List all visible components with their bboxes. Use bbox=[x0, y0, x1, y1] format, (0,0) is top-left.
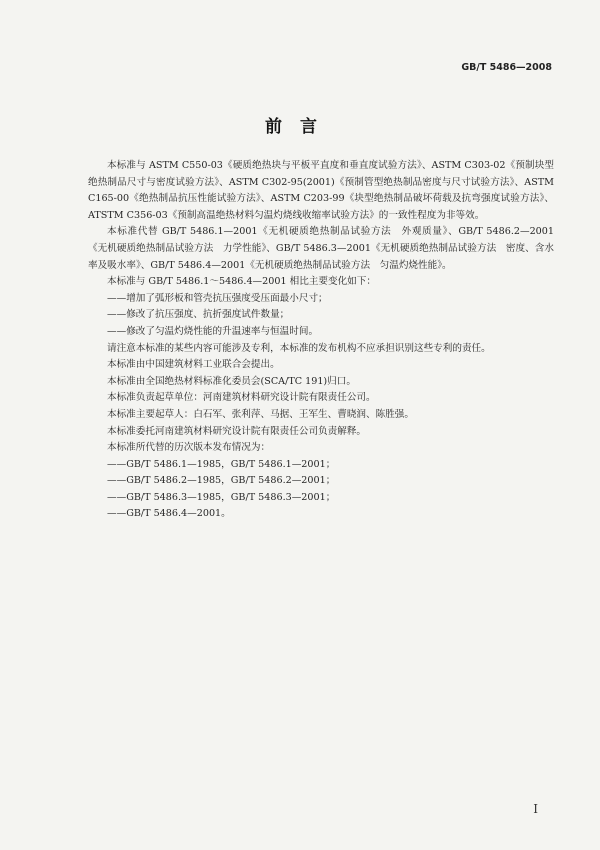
paragraph-drafters: 本标准主要起草人：白石军、张利萍、马据、王军生、曹晓润、陈胜强。 bbox=[107, 408, 414, 420]
preface-body bbox=[88, 158, 554, 523]
paragraph-centralized-by: 本标准由全国绝热材料标准化委员会(SCA/TC 191)归口。 bbox=[107, 375, 356, 387]
paragraph-changes-intro: 本标准与 GB/T 5486.1～5486.4—2001 相比主要变化如下： bbox=[107, 276, 376, 288]
paragraph-patent-notice: 请注意本标准的某些内容可能涉及专利，本标准的发布机构不应承担识别这些专利的责任。 bbox=[107, 342, 491, 354]
page-number: I bbox=[533, 802, 538, 816]
list-item: ——修改了匀温灼烧性能的升温速率与恒温时间。 bbox=[107, 325, 319, 337]
paragraph-replaces: 本标准代替 GB/T 5486.1—2001《无机硬质绝热制品试验方法 外观质量》、GB/T 5486.2—2001《无机硬质绝热制品试验方法 力学性能》、GB/T 5486.3—2001《无机硬质绝热制品试验方法 密度、含水率及吸水率》、GB/T 5486.4—2001《无机硬质绝热制品试验方法 匀温灼烧性能》。 bbox=[88, 226, 554, 271]
list-item: ——增加了弧形板和管壳抗压强度受压面最小尺寸； bbox=[107, 292, 328, 304]
page-title: 前言 bbox=[265, 117, 335, 137]
list-item: ——修改了抗压强度、抗折强度试件数量； bbox=[107, 309, 290, 321]
paragraph-proposed-by: 本标准由中国建筑材料工业联合会提出。 bbox=[107, 359, 280, 371]
paragraph-consistency: 本标准与 ASTM C550-03《硬质绝热块与平板平直度和垂直度试验方法》、ASTM C303-02《预制块型绝热制品尺寸与密度试验方法》、ASTM C302-95(2001)《预制管型绝热制品密度与尺寸试验方法》、ASTM C165-00《绝热制品抗压性能试验方法》、ASTM C203-99《块型绝热制品破坏荷载及抗弯强度试验方法》、ATSTM C356-03《预制高温绝热材料匀温灼烧线收缩率试验方法》的一致性程度为非等效。 bbox=[88, 160, 554, 221]
list-item: ——GB/T 5486.3—1985，GB/T 5486.3—2001； bbox=[107, 491, 336, 503]
list-item: ——GB/T 5486.1—1985，GB/T 5486.1—2001； bbox=[107, 458, 336, 470]
paragraph-history-intro: 本标准所代替的历次版本发布情况为： bbox=[107, 442, 271, 454]
paragraph-interpretation: 本标准委托河南建筑材料研究设计院有限责任公司负责解释。 bbox=[107, 425, 367, 437]
list-item: ——GB/T 5486.4—2001。 bbox=[107, 508, 231, 520]
list-item: ——GB/T 5486.2—1985，GB/T 5486.2—2001； bbox=[107, 475, 336, 487]
paragraph-drafting-unit: 本标准负责起草单位：河南建筑材料研究设计院有限责任公司。 bbox=[107, 392, 376, 404]
standard-code: GB/T 5486—2008 bbox=[461, 62, 552, 73]
